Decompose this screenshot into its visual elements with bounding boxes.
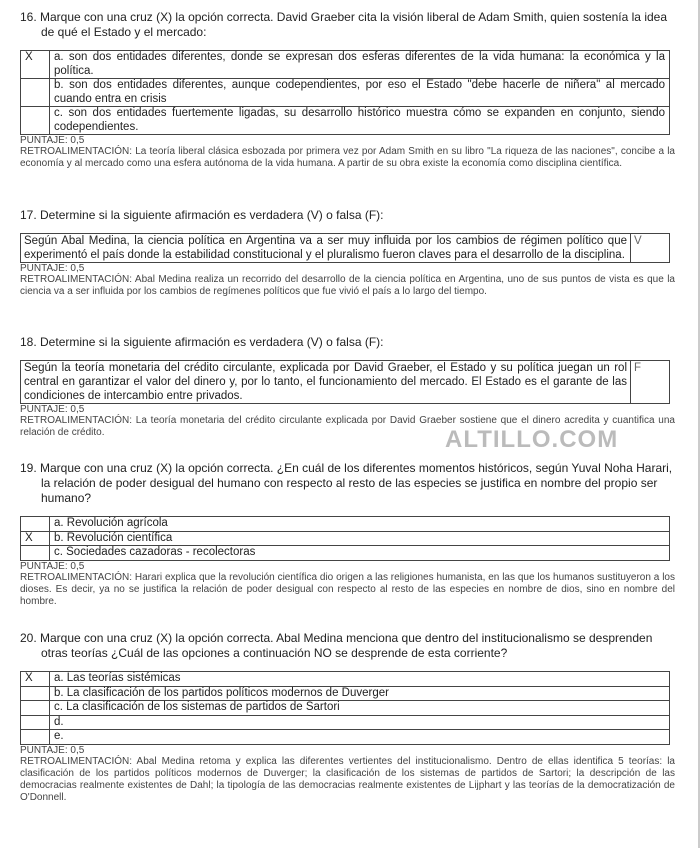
question-19 — [20, 461, 675, 608]
option-row[interactable] — [21, 79, 670, 107]
score-label: PUNTAJE: 0,5 — [20, 560, 85, 572]
option-text: c. son dos entidades fuertemente ligadas, su desarrollo histórico muestra cómo se expanden en conjunto, siendo codependientes. — [50, 107, 670, 135]
score-label: PUNTAJE: 0,5 — [20, 404, 85, 415]
option-row[interactable] — [21, 517, 670, 532]
option-mark[interactable] — [21, 701, 50, 716]
question-20 — [20, 631, 675, 804]
options-table — [20, 671, 670, 745]
statement-row — [21, 361, 670, 404]
option-text: c. La clasificación de los sistemas de partidos de Sartori — [50, 701, 670, 716]
option-mark[interactable] — [21, 730, 50, 745]
statement-row — [21, 234, 670, 263]
question-title: 16. Marque con una cruz (X) la opción correcta. David Graeber cita la visión liberal de Adam Smith, quien sostenía la idea de qué el Estado y el mercado: — [20, 10, 668, 39]
feedback-text: RETROALIMENTACIÓN: Abal Medina realiza un recorrido del desarrollo de la ciencia política en Argentina, uno de sus puntos de vista es que la ciencia va a ser influida por los cambios de regímenes políticos que fue vivió el país a lo largo del tiempo. — [20, 274, 675, 297]
question-title: 19. Marque con una cruz (X) la opción correcta. ¿En cuál de los diferentes momentos históricos, según Yuval Noha Harari, la relación de poder desigual del humano con respecto al resto de las especies se justifica en nombre del propio ser humano? — [20, 461, 673, 505]
option-mark[interactable]: X — [21, 531, 50, 546]
question-16 — [20, 10, 675, 170]
option-row[interactable] — [21, 715, 670, 730]
option-text: e. — [50, 730, 670, 745]
option-mark[interactable] — [21, 107, 50, 135]
option-mark[interactable] — [21, 517, 50, 532]
option-row[interactable] — [21, 686, 670, 701]
answer-cell[interactable]: V — [631, 234, 670, 263]
question-title: 18. Determine si la siguiente afirmación es verdadera (V) o falsa (F): — [20, 335, 384, 349]
statement-table — [20, 233, 670, 263]
score-label: PUNTAJE: 0,5 — [20, 744, 85, 756]
feedback-text: RETROALIMENTACIÓN: Harari explica que la revolución científica dio origen a las religiones humanista, en las que los humanos sustituyeron a los dioses. Es decir, ya no se justifica la relación de poder desigual con respecto al resto de las especies en nombre de dios, sino en nombre del hombre. — [20, 571, 675, 607]
option-mark[interactable]: X — [21, 51, 50, 79]
statement-table — [20, 360, 670, 404]
score-label: PUNTAJE: 0,5 — [20, 135, 85, 146]
options-table — [20, 516, 670, 561]
option-mark[interactable] — [21, 546, 50, 561]
feedback-text: RETROALIMENTACIÓN: Abal Medina retoma y explica las diferentes vertientes del institucionalismo. Dentro de ellas identifica 5 teorías: la clasificación de los partidos políticos modernos de Duverger; la clasificación de los sistemas de partidos de Sartori; la descripción de las democracias realmente existentes de Dahl; la tipología de las democracias realmente existentes de Lijphart y las teorías de la democratización de O'Donnell. — [20, 755, 675, 803]
statement-text: Según la teoría monetaria del crédito circulante, explicada por David Graeber, el Estado y su política juegan un rol central en garantizar el valor del dinero y, por lo tanto, el funcionamiento del mercado. El Estado es el garante de las condiciones de intercambio entre privados. — [21, 361, 631, 404]
watermark-logo: ALTILLO.COM — [445, 426, 619, 453]
option-row[interactable] — [21, 546, 670, 561]
option-text: a. son dos entidades diferentes, donde se expresan dos esferas diferentes de la vida humana: la económica y la política. — [50, 51, 670, 79]
option-mark[interactable] — [21, 686, 50, 701]
score-label: PUNTAJE: 0,5 — [20, 263, 85, 274]
option-text: d. — [50, 715, 670, 730]
option-text: b. La clasificación de los partidos políticos modernos de Duverger — [50, 686, 670, 701]
option-mark[interactable] — [21, 79, 50, 107]
question-18 — [20, 335, 675, 439]
option-row[interactable] — [21, 107, 670, 135]
options-table — [20, 50, 670, 135]
question-17 — [20, 208, 675, 298]
option-row[interactable] — [21, 730, 670, 745]
option-row[interactable] — [21, 701, 670, 716]
option-text: b. son dos entidades diferentes, aunque codependientes, por eso el Estado "debe hacerle de niñera" al mercado cuando entra en crisis — [50, 79, 670, 107]
option-row[interactable] — [21, 531, 670, 546]
answer-cell[interactable]: F — [631, 361, 670, 404]
option-mark[interactable] — [21, 715, 50, 730]
option-row[interactable] — [21, 672, 670, 687]
question-title: 20. Marque con una cruz (X) la opción correcta. Abal Medina menciona que dentro del institucionalismo se desprenden otras teorías ¿Cuál de las opciones a continuación NO se desprende de esta corriente? — [20, 631, 653, 660]
option-text: a. Las teorías sistémicas — [50, 672, 670, 687]
question-title: 17. Determine si la siguiente afirmación es verdadera (V) o falsa (F): — [20, 208, 384, 222]
option-text: b. Revolución científica — [50, 531, 670, 546]
feedback-text: RETROALIMENTACIÓN: La teoría monetaria del crédito circulante explicada por David Graeber sostiene que el dinero acredita y cuantifica una relación de crédito. — [20, 415, 675, 438]
option-text: a. Revolución agrícola — [50, 517, 670, 532]
feedback-text: RETROALIMENTACIÓN: La teoría liberal clásica esbozada por primera vez por Adam Smith en su libro "La riqueza de las naciones", concibe a la economía y al mercado como una esfera autónoma de la vida humana. A partir de su obra existe la economía como disciplina científica. — [20, 146, 675, 169]
option-mark[interactable]: X — [21, 672, 50, 687]
statement-text: Según Abal Medina, la ciencia política en Argentina va a ser muy influida por los cambios de régimen político que experimentó el país donde la estabilidad constitucional y el pluralismo fueron claves para el desarrollo de la disciplina. — [21, 234, 631, 263]
option-text: c. Sociedades cazadoras - recolectoras — [50, 546, 670, 561]
option-row[interactable] — [21, 51, 670, 79]
